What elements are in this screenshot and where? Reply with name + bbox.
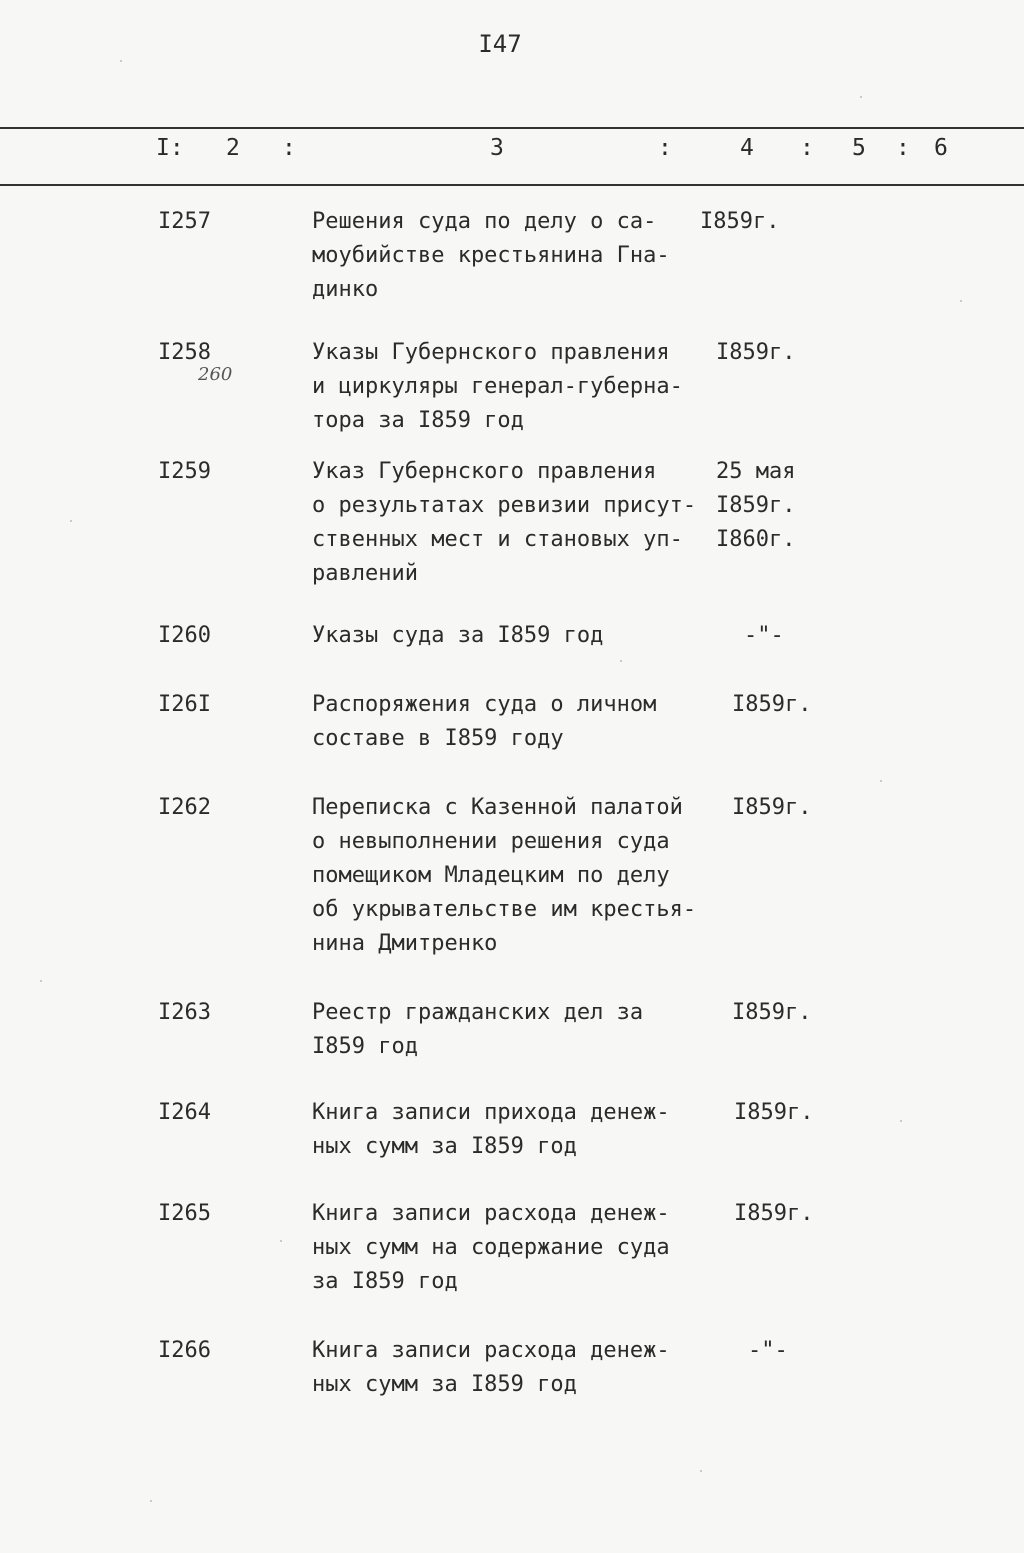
case-date: I859г. [732,1000,812,1025]
case-number: I266 [158,1338,211,1363]
case-date: 25 мая I859г. I860г. [716,459,796,552]
case-title: Книга записи расхода денеж- ных сумм на содержание суда за I859 год [312,1201,670,1294]
case-number: I26I [158,692,211,717]
column-header-2: 2 [226,135,240,161]
case-date: I859г. [700,209,780,234]
case-number: I258 [158,340,211,365]
case-title: Книга записи расхода денеж- ных сумм за I859 год [312,1338,670,1397]
column-header-6: 6 [934,135,948,161]
column-header-5: 5 [852,135,866,161]
case-number: I264 [158,1100,211,1125]
case-date: I859г. [734,1100,814,1125]
case-title: Распоряжения суда о личном составе в I859 году [312,692,657,751]
case-date: I859г. [716,340,796,365]
handwritten-annotation: 260 [198,364,233,385]
case-date: I859г. [732,692,812,717]
case-date: -"- [744,623,784,648]
case-title: Указ Губернского правления о результатах ревизии присут- ственных мест и становых уп- равлений [312,459,697,586]
case-number: I262 [158,795,211,820]
column-header-4: 4 [740,135,754,161]
case-number: I260 [158,623,211,648]
case-title: Книга записи прихода денеж- ных сумм за I859 год [312,1100,670,1159]
case-date: I859г. [732,795,812,820]
case-date: I859г. [734,1201,814,1226]
case-title: Указы суда за I859 год [312,623,604,648]
column-header-3: 3 [490,135,504,161]
case-number: I257 [158,209,211,234]
column-header-1: I: [156,135,184,161]
column-separator: : [282,135,296,161]
case-number: I265 [158,1201,211,1226]
case-number: I263 [158,1000,211,1025]
header-rule-top [0,127,1024,129]
case-title: Переписка с Казенной палатой о невыполнении решения суда помещиком Младецким по делу об укрывательстве им крестья- нина Дмитренко [312,795,697,956]
case-title: Реестр гражданских дел за I859 год [312,1000,644,1059]
page-number: I47 [478,30,522,58]
column-separator: : [658,135,672,161]
column-separator: : [800,135,814,161]
column-separator: : [896,135,910,161]
case-title: Решения суда по делу о са- моубийстве крестьянина Гна- динко [312,209,670,302]
case-number: I259 [158,459,211,484]
header-rule-bottom [0,184,1024,186]
case-date: -"- [748,1338,788,1363]
case-title: Указы Губернского правления и циркуляры генерал-губерна- тора за I859 год [312,340,683,433]
